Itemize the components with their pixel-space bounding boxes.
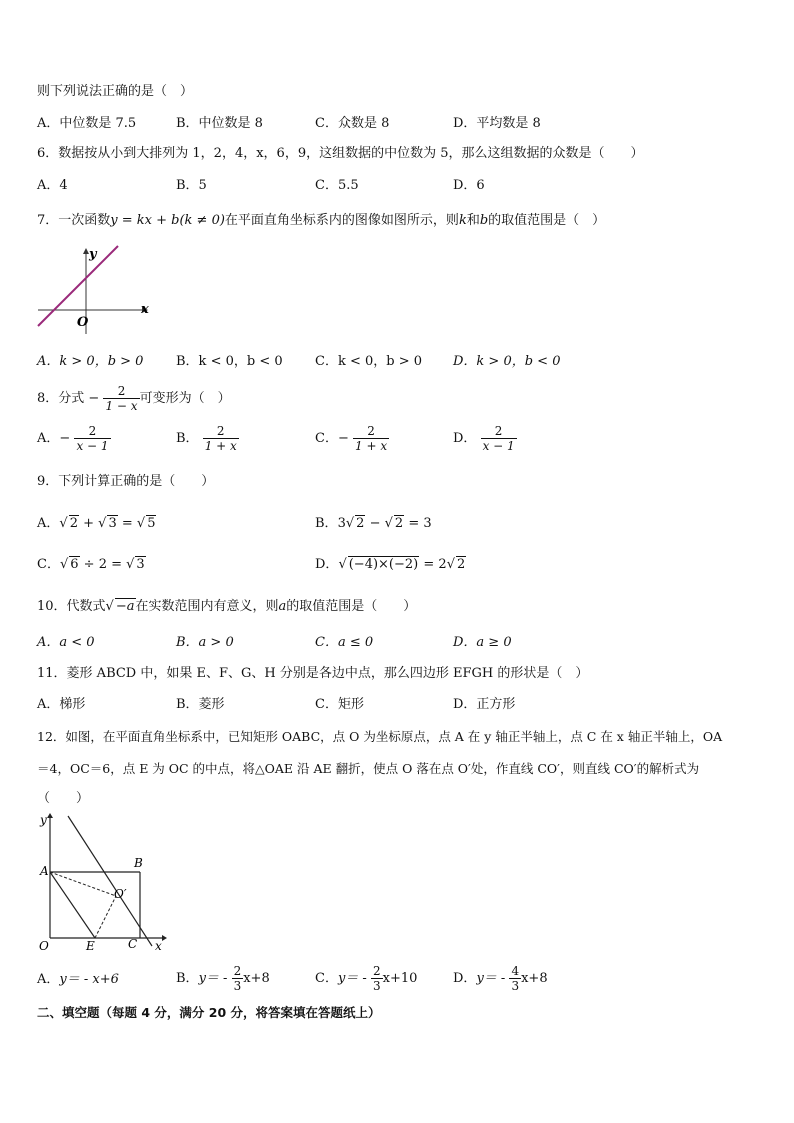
q9-b-coef: 3 — [337, 516, 346, 531]
q12-option-d-denominator: 3 — [511, 979, 520, 993]
q9-c-radicand-1: 6 — [70, 557, 79, 572]
q11-option-d: D．正方形 — [453, 697, 516, 712]
q8-option-a — [37, 422, 111, 456]
q6-option-d: D．6 — [453, 178, 485, 193]
q9-b-radicand-2: 2 — [394, 516, 404, 531]
q9-option-d-label: D． — [315, 557, 339, 572]
q12-option-c-pre: y＝ - — [337, 971, 367, 986]
q7-option-d: D．k > 0，b < 0 — [453, 354, 561, 369]
q8-option-b-denominator: 1 + x — [204, 439, 237, 453]
q9-b-result: = 3 — [408, 516, 432, 531]
q12-option-c-label: C． — [315, 971, 338, 986]
q12-option-a-expr: y＝ - x+6 — [59, 972, 119, 987]
q9-a-radicand-1: 2 — [69, 516, 78, 531]
q6-option-a: A．4 — [37, 178, 68, 193]
q9-option-a-label: A． — [37, 516, 60, 531]
q12-x-arrow — [162, 935, 167, 941]
q9-option-b: B．3√ 2 − √ 2 = 3 — [315, 516, 432, 531]
q12-option-d-numerator: 4 — [511, 964, 520, 978]
q12-option-a-label: A． — [37, 972, 60, 987]
q8-option-a-denominator: x − 1 — [76, 439, 109, 453]
q8-option-d-numerator: 2 — [494, 424, 503, 438]
q12-y-arrow — [47, 813, 53, 818]
q10-option-a: A．a < 0 — [37, 635, 95, 650]
q5-stem: 则下列说法正确的是（ ） — [37, 84, 194, 99]
q8-stem-end: 可变形为（ ） — [139, 391, 231, 406]
q12-option-b-denominator: 3 — [233, 979, 242, 993]
q7-option-c: C．k < 0，b > 0 — [315, 354, 423, 369]
q12-option-b — [176, 962, 270, 996]
q8-option-d-label: D． — [453, 431, 477, 446]
q9-d-radicand-2: 2 — [456, 557, 466, 572]
q6-stem: 6．数据按从小到大排列为 1，2，4，x，6，9，这组数据的中位数为 5，那么这组数据的众数是（ ） — [37, 146, 644, 161]
q8-option-b-label: B． — [176, 431, 199, 446]
q9-c-radicand-2: 3 — [136, 557, 145, 572]
q8-option-d — [453, 422, 517, 456]
q8-option-c — [315, 422, 389, 456]
q6-option-b: B．5 — [176, 178, 207, 193]
q8-option-c-sign: − — [337, 431, 349, 446]
q8-fraction — [103, 384, 139, 413]
q9-option-b-label: B． — [315, 516, 338, 531]
q12-label-c: C — [128, 937, 138, 951]
q9-d-equals: = 2 — [423, 557, 447, 572]
q9-b-minus: − — [369, 516, 381, 531]
q8-option-b — [176, 422, 239, 456]
q9-a-equals: = — [121, 516, 133, 531]
q12-label-e: E — [86, 939, 95, 953]
q7-function-line — [38, 246, 118, 326]
q9-option-c: C．√ 6 ÷ 2 = √ 3 — [37, 557, 145, 572]
q10-stem: 10．代数式√ −a在实数范围内有意义，则a的取值范围是（ ） — [37, 599, 417, 614]
q12-x-label: x — [155, 939, 162, 953]
q9-option-a: A．√ 2 + √ 3 = √ 5 — [37, 516, 156, 531]
q9-c-divide: ÷ 2 = — [83, 557, 122, 572]
q8-option-a-numerator: 2 — [88, 424, 97, 438]
q5-option-c: C．众数是 8 — [315, 116, 390, 131]
q9-a-radicand-3: 5 — [147, 516, 156, 531]
q7-b: b — [479, 213, 489, 228]
q12-option-c — [315, 962, 417, 996]
q10-radicand: −a — [115, 599, 135, 614]
q12-stem-line-2: ＝4，OC＝6，点 E 为 OC 的中点，将△OAE 沿 AE 翻折，使点 O 落在点 O′处，作直线 CO′，则直线 CO′的解析式为 — [37, 761, 700, 776]
q10-a: a — [278, 599, 287, 614]
q12-figure — [34, 810, 168, 956]
q12-label-o-prime: O′ — [114, 887, 127, 901]
q12-segment-ae — [50, 872, 95, 938]
q8-option-c-denominator: 1 + x — [355, 439, 388, 453]
q8-minus: − — [88, 391, 100, 406]
q9-a-radicand-2: 3 — [108, 516, 117, 531]
q11-option-c: C．矩形 — [315, 697, 364, 712]
q7-function-expression: y = kx + b(k ≠ 0) — [110, 213, 225, 228]
q12-option-d — [453, 962, 548, 996]
q7-number: 7．一次函数 — [37, 213, 111, 228]
q12-option-c-post: x+10 — [382, 971, 418, 986]
q12-option-c-denominator: 3 — [372, 979, 381, 993]
q10-option-b: B．a > 0 — [176, 635, 234, 650]
q12-option-d-post: x+8 — [521, 971, 548, 986]
q9-option-c-label: C． — [37, 557, 60, 572]
q8-option-c-numerator: 2 — [367, 424, 375, 438]
q8-frac-numerator: 2 — [117, 384, 126, 398]
q9-b-radicand-1: 2 — [356, 516, 365, 531]
q12-stem-line-3: （ ） — [37, 791, 90, 806]
q8-stem — [37, 382, 231, 416]
q11-stem: 11．菱形 ABCD 中，如果 E、F、G、H 分别是各边中点，那么四边形 EFGH 的形状是（ ） — [37, 666, 589, 681]
q7-x-label: x — [141, 302, 149, 317]
q12-option-a — [37, 972, 119, 988]
q5-option-a: A．中位数是 7.5 — [37, 116, 137, 131]
q9-a-plus: + — [83, 516, 95, 531]
q6-option-c: C．5.5 — [315, 178, 359, 193]
q7-and: 和 — [466, 213, 480, 228]
q8-option-d-denominator: x − 1 — [482, 439, 515, 453]
q8-option-a-label: A． — [37, 431, 60, 446]
q12-option-d-label: D． — [453, 971, 477, 986]
q12-label-b: B — [134, 856, 143, 870]
q12-option-b-label: B． — [176, 971, 199, 986]
q12-option-b-numerator: 2 — [233, 964, 242, 978]
q7-line-graph — [36, 242, 156, 334]
q12-option-b-pre: y＝ - — [198, 971, 228, 986]
q9-option-d: D．√ (−4)×(−2) = 2√ 2 — [315, 557, 466, 572]
q12-stem-line-1: 12．如图，在平面直角坐标系中，已知矩形 OABC，点 O 为坐标原点，点 A 在 y 轴正半轴上，点 C 在 x 轴正半轴上，OA — [37, 729, 723, 744]
q12-label-a: A — [40, 864, 49, 878]
section-2-title: 二、填空题（每题 4 分，满分 20 分，将答案填在答题纸上） — [37, 1005, 381, 1020]
q10-number: 10．代数式 — [37, 599, 106, 614]
q12-option-d-pre: y＝ - — [476, 971, 506, 986]
q8-option-a-sign: − — [59, 431, 71, 446]
q8-number: 8．分式 — [37, 391, 85, 406]
q12-y-label: y — [40, 813, 47, 827]
q12-label-o: O — [39, 939, 49, 953]
q10-option-d: D．a ≥ 0 — [453, 635, 512, 650]
q9-stem: 9．下列计算正确的是（ ） — [37, 474, 215, 489]
q7-k: k — [458, 213, 467, 228]
q7-option-b: B．k < 0，b < 0 — [176, 354, 283, 369]
q7-origin-label: O — [77, 315, 89, 330]
q8-option-b-numerator: 2 — [216, 424, 225, 438]
q5-option-d: D．平均数是 8 — [453, 116, 541, 131]
q12-dashed-eo — [95, 896, 116, 938]
q8-frac-denominator: 1 − x — [105, 399, 138, 413]
q7-y-label: y — [89, 247, 97, 262]
q11-option-a: A．梯形 — [37, 697, 86, 712]
q9-d-radicand-1: (−4)×(−2) — [348, 557, 419, 572]
q11-option-b: B．菱形 — [176, 697, 225, 712]
q7-stem-middle: 在平面直角坐标系内的图像如图所示，则 — [224, 213, 459, 228]
q10-stem-middle: 在实数范围内有意义，则 — [135, 599, 279, 614]
q8-option-c-label: C． — [315, 431, 338, 446]
q10-stem-end: 的取值范围是（ ） — [286, 599, 417, 614]
q7-stem — [37, 213, 605, 229]
q12-line-co — [68, 816, 152, 946]
q12-option-b-post: x+8 — [243, 971, 270, 986]
q7-option-a: A．k > 0，b > 0 — [37, 354, 144, 369]
q10-option-c: C．a ≤ 0 — [315, 635, 374, 650]
q12-option-c-numerator: 2 — [372, 964, 381, 978]
q7-stem-end: 的取值范围是（ ） — [488, 213, 606, 228]
q5-option-b: B．中位数是 8 — [176, 116, 263, 131]
